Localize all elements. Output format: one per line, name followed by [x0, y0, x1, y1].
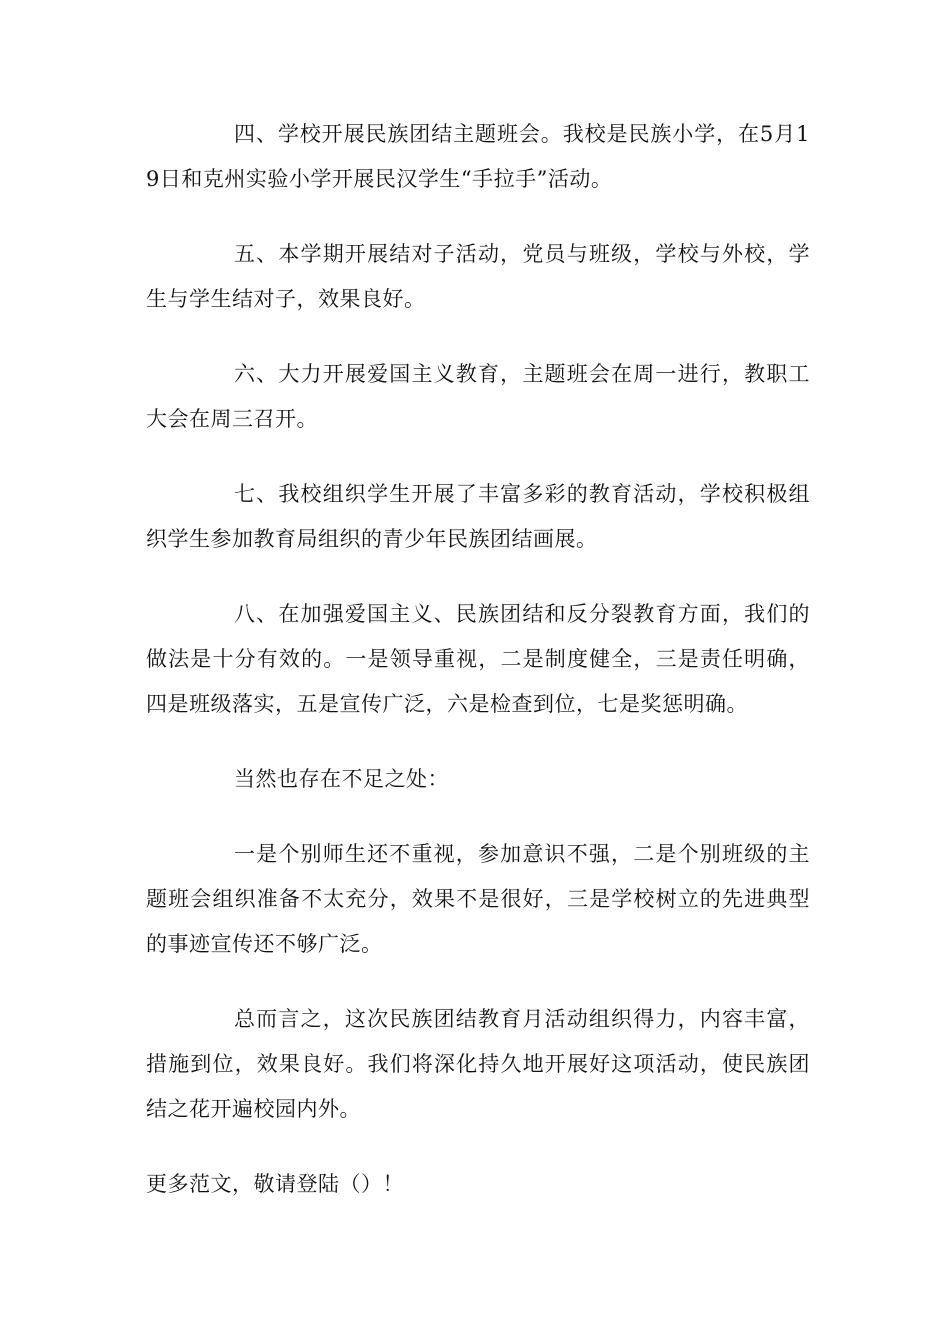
paragraph-item-8: 八、在加强爱国主义、民族团结和反分裂教育方面，我们的做法是十分有效的。一是领导重视，二是制度健全，三是责任明确，四是班级落实，五是宣传广泛，六是检查到位，七是奖惩明确。	[146, 602, 810, 716]
footer-note: 更多范文，敬请登陆（）！	[146, 1172, 404, 1196]
paragraph-shortcomings: 一是个别师生还不重视，参加意识不强，二是个别班级的主题班会组织准备不太充分，效果不是很好，三是学校树立的先进典型的事迹宣传还不够广泛。	[146, 842, 810, 956]
paragraph-item-5: 五、本学期开展结对子活动，党员与班级，学校与外校，学生与学生结对子，效果良好。	[146, 242, 810, 311]
paragraph-item-6: 六、大力开展爱国主义教育，主题班会在周一进行，教职工大会在周三召开。	[146, 362, 810, 431]
paragraph-conclusion: 总而言之，这次民族团结教育月活动组织得力，内容丰富，措施到位，效果良好。我们将深化持久地开展好这项活动，使民族团结之花开遍校园内外。	[146, 1007, 810, 1121]
paragraph-item-7: 七、我校组织学生开展了丰富多彩的教育活动，学校积极组织学生参加教育局组织的青少年民族团结画展。	[146, 482, 810, 551]
paragraph-item-4: 四、学校开展民族团结主题班会。我校是民族小学，在5月19日和克州实验小学开展民汉学生“手拉手”活动。	[146, 122, 810, 191]
document-body	[146, 112, 810, 1237]
paragraph-shortcomings-intro: 当然也存在不足之处：	[234, 767, 449, 791]
